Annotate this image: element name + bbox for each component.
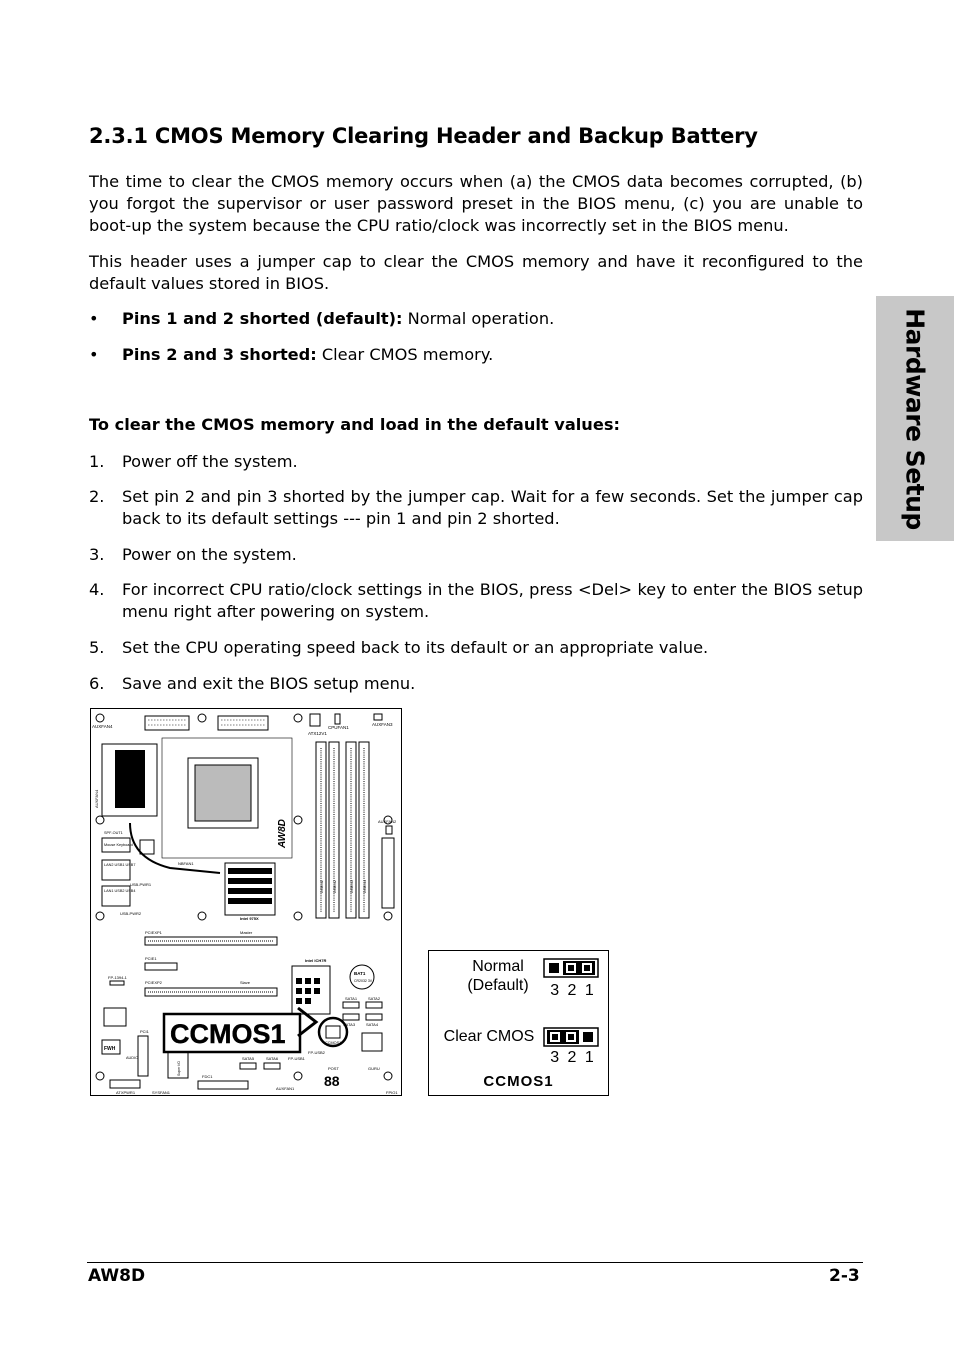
clear-cmos-label: Clear CMOS — [443, 1028, 535, 1045]
board-brand: AW8D — [277, 819, 288, 848]
jumper-normal-pins — [543, 958, 599, 978]
step-text: Power on the system. — [122, 545, 297, 564]
bullet-dot: • — [89, 309, 99, 328]
section-title: 2.3.1 CMOS Memory Clearing Header and Backup Battery — [89, 124, 758, 148]
bullet-bold: Pins 2 and 3 shorted: — [122, 345, 317, 364]
jumper-diagram-title: CCMOS1 — [483, 1073, 554, 1090]
cpu-socket-pins — [195, 765, 251, 821]
label-sata5: SATA5 — [242, 1056, 255, 1061]
label-auxfan2: AUXFAN2 — [378, 819, 397, 824]
label-spdif: SPF-OUT1 — [104, 831, 123, 835]
label-fpusb2: FP-USB2 — [308, 1050, 325, 1055]
label-pciexp2: PCIEXP2 — [145, 980, 162, 985]
label-ccmos1-small: CCMOS1 — [325, 1041, 342, 1045]
label-guru: GURU — [368, 1066, 380, 1071]
label-auxfan4: AUXFAN4 — [92, 724, 113, 729]
label-bat1: BAT1 — [354, 971, 366, 976]
step-text: Power off the system. — [122, 452, 298, 471]
chapter-side-tab-label: Hardware Setup — [900, 307, 930, 530]
label-bat-model: CR2032 3V — [354, 979, 373, 983]
label-superio: Super I/O — [177, 1061, 181, 1076]
label-lan2: LAN2 USB1 USB7 — [104, 863, 136, 867]
label-dimm1: DIMM1 — [319, 880, 324, 893]
label-pciexp1: PCIEXP1 — [145, 930, 162, 935]
label-fpio1: FPIO1 — [386, 1090, 398, 1095]
heatsink-left — [115, 750, 145, 808]
label-fp1394: FP-1394-1 — [108, 975, 127, 980]
label-sata1: SATA1 — [345, 996, 358, 1001]
footer-model: AW8D — [88, 1266, 146, 1286]
label-atx12v1: ATX12V1 — [308, 731, 327, 736]
normal-label: Normal — [472, 958, 524, 975]
label-auxfan-side: AUXFAN4 — [94, 789, 99, 808]
label-sysfan1: SYSFAN1 — [152, 1090, 171, 1095]
jumper-setting-diagram — [428, 950, 609, 1096]
ccmos1-callout-label: CCMOS1 — [170, 1019, 286, 1049]
pin-numbers-normal: 3 2 1 — [550, 982, 596, 999]
step-number: 4. — [89, 580, 105, 599]
pin-numbers-clear: 3 2 1 — [550, 1049, 596, 1066]
intro-paragraph-2: This header uses a jumper cap to clear the CMOS memory and have it reconfigured to the default values stored in BIOS. — [89, 252, 863, 293]
label-fpusb1: FP-USB1 — [288, 1056, 305, 1061]
label-cpufan1: CPUFAN1 — [328, 725, 349, 730]
step-text: Set pin 2 and pin 3 shorted by the jumper cap. Wait for a few seconds. Set the jumper cap back to its default settings --- pin 1 and pin 2 shorted. — [122, 487, 863, 528]
motherboard-layout-diagram — [90, 708, 402, 1096]
intro-paragraph-1: The time to clear the CMOS memory occurs when (a) the CMOS data becomes corrupted, (b) you forgot the supervisor or user password preset in the BIOS menu, (c) you are unable to boot-up the system because the CPU ratio/clock was incorrectly set in the BIOS menu. — [89, 172, 863, 235]
default-label: (Default) — [467, 977, 529, 994]
procedure-heading: To clear the CMOS memory and load in the default values: — [89, 415, 620, 434]
label-auxfan3: AUXFAN3 — [372, 722, 393, 727]
bullet-text: Clear CMOS memory. — [316, 345, 494, 364]
label-fdc1: FDC1 — [202, 1074, 213, 1079]
label-master: Master — [240, 930, 253, 935]
label-mouse-keyboard: Mouse Keyboard — [104, 843, 133, 847]
label-dimm2: DIMM2 — [332, 880, 337, 893]
step-number: 6. — [89, 674, 105, 693]
step-number: 3. — [89, 545, 105, 564]
footer-page-number: 2-3 — [829, 1266, 860, 1286]
label-pci1: PCI1 — [140, 1029, 149, 1034]
step-number: 2. — [89, 487, 105, 506]
label-pcie1: PCIE1 — [145, 956, 157, 961]
step-text: For incorrect CPU ratio/clock settings in the BIOS, press <Del> key to enter the BIOS setup menu right after powering on system. — [122, 580, 863, 621]
label-usbpwr1: USB-PWR1 — [130, 882, 152, 887]
jumper-clear-pins — [543, 1027, 599, 1047]
bullet-dot: • — [89, 345, 99, 364]
step-number: 5. — [89, 638, 105, 657]
bullet-bold: Pins 1 and 2 shorted (default): — [122, 309, 403, 328]
label-dimm3: DIMM3 — [349, 880, 354, 893]
post-seven-segment: 88 — [324, 1073, 340, 1089]
label-post: POST — [328, 1066, 339, 1071]
label-lan1: LAN1 USB2 USB4 — [104, 889, 136, 893]
label-sata3: SATA3 — [343, 1022, 356, 1027]
label-usbpwr2: USB-PWR2 — [120, 911, 142, 916]
label-dimm4: DIMM4 — [362, 880, 367, 893]
step-text: Save and exit the BIOS setup menu. — [122, 674, 416, 693]
label-sata6: SATA6 — [266, 1056, 279, 1061]
label-sata2: SATA2 — [368, 996, 381, 1001]
label-intel-975x: Intel 975X — [240, 916, 259, 921]
label-ich7r: Intel ICH7R — [305, 958, 327, 963]
label-nbfan1: NBFAN1 — [178, 861, 194, 866]
label-slave: Slave — [240, 980, 251, 985]
footer-rule — [87, 1262, 863, 1263]
label-audio: AUDIO — [126, 1056, 139, 1060]
step-text: Set the CPU operating speed back to its default or an appropriate value. — [122, 638, 709, 657]
chapter-side-tab — [876, 296, 954, 541]
step-number: 1. — [89, 452, 105, 471]
label-sata4: SATA4 — [366, 1022, 379, 1027]
label-fwh: FWH — [104, 1046, 116, 1052]
label-auxfan1: AUXFAN1 — [276, 1086, 295, 1091]
bullet-text: Normal operation. — [402, 309, 555, 328]
label-atxpwr1: ATXPWR1 — [116, 1090, 136, 1095]
